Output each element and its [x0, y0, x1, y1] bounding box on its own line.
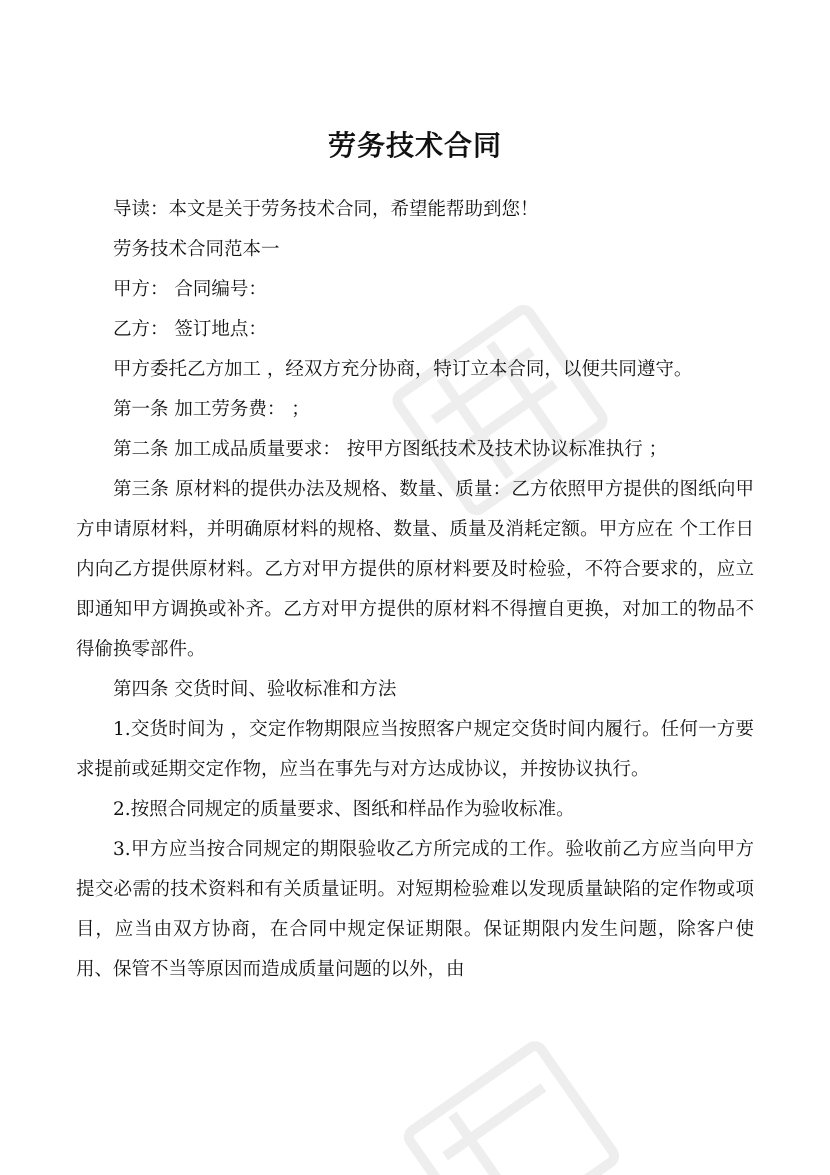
preamble-paragraph: 甲方委托乙方加工 ，经双方充分协商，特订立本合同，以便共同遵守。 — [113, 359, 693, 380]
clause-1: 第一条 加工劳务费： ； — [113, 399, 310, 420]
clause-4-item-1: 1.交货时间为 ，交定作物期限应当按照客户规定交货时间内履行。任何一方要求提前或延期交定作物，应当在事先与对方达成协议，并按协议执行。 — [76, 719, 754, 780]
document-title: 劳务技术合同 — [327, 129, 502, 162]
party-a-line: 甲方： 合同编号： — [113, 279, 267, 300]
party-b-line: 乙方： 签订地点： — [113, 319, 267, 340]
clause-4-item-3: 3.甲方应当按合同规定的期限验收乙方所完成的工作。验收前乙方应当向甲方提交必需的技术资料和有关质量证明。对短期检验难以发现质量缺陷的定作物或项目，应当由双方协商，在合同中规定保证期限。保证期限内发生问题，除客户使用、保管不当等原因而造成质量问题的以外，由 — [76, 839, 754, 980]
document-body — [76, 190, 754, 990]
clause-3: 第三条 原材料的提供办法及规格、数量、质量：乙方依照甲方提供的图纸向甲方申请原材料，并明确原材料的规格、数量、质量及消耗定额。甲方应在 个工作日内向乙方提供原材料。乙方对甲方提供的原材料要及时检验，不符合要求的，应立即通知甲方调换或补齐。乙方对甲方提供的原材料不得擅自更换，对加工的物品不得偷换零部件。 — [76, 479, 754, 660]
clause-4-item-2: 2.按照合同规定的质量要求、图纸和样品作为验收标准。 — [113, 799, 575, 820]
template-heading: 劳务技术合同范本一 — [113, 239, 280, 260]
clause-2: 第二条 加工成品质量要求： 按甲方图纸技术及技术协议标准执行 ； — [113, 439, 668, 460]
intro-paragraph: 导读：本文是关于劳务技术合同，希望能帮助到您！ — [113, 199, 539, 220]
clause-4-heading: 第四条 交货时间、验收标准和方法 — [113, 679, 397, 700]
